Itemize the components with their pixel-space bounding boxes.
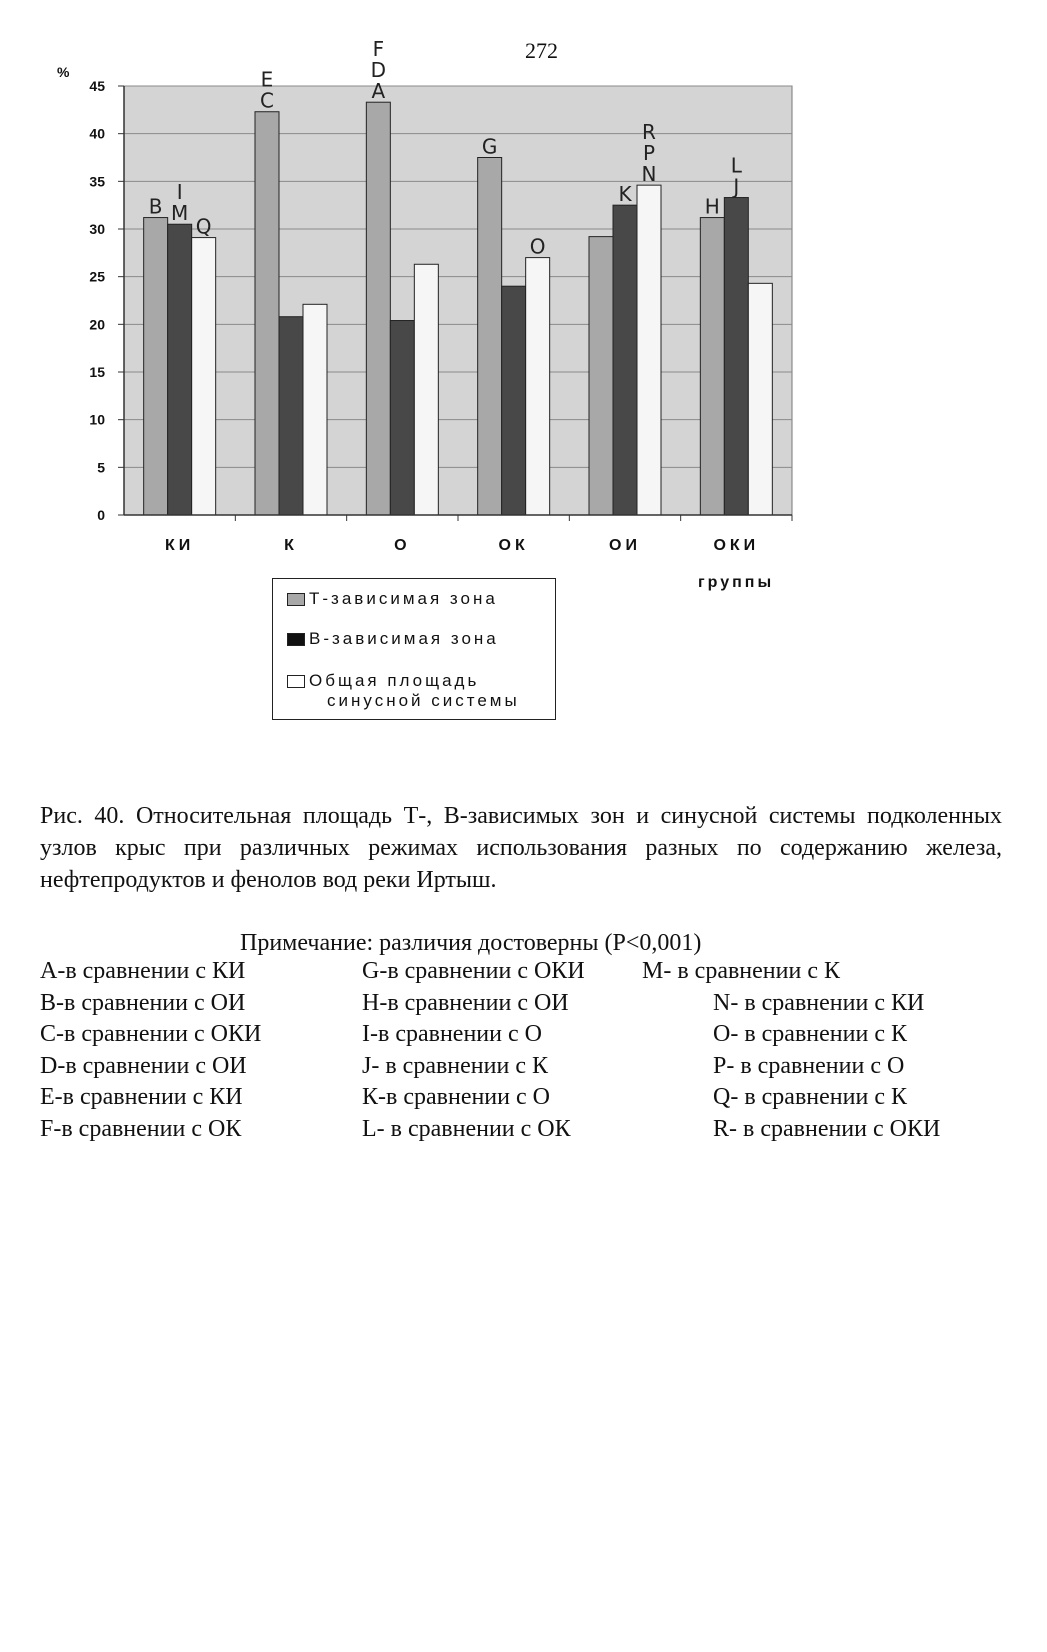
significance-letter: M: [171, 201, 189, 226]
significance-letter: B: [148, 194, 163, 219]
note-line: N- в сравнении с КИ: [713, 989, 925, 1016]
note-line: Н-в сравнении с ОИ: [362, 989, 569, 1016]
note-line: D-в сравнении с ОИ: [40, 1052, 247, 1079]
significance-letter: O: [529, 234, 546, 259]
legend-swatch-t-zone: [287, 593, 305, 606]
legend-label: [309, 671, 520, 711]
bar: [144, 218, 168, 515]
note-line: С-в сравнении с ОКИ: [40, 1021, 262, 1047]
bar: [255, 112, 279, 515]
significance-letter: E: [260, 67, 274, 92]
y-tick-label: 15: [89, 364, 105, 380]
legend-swatch-b-zone: [287, 633, 305, 646]
legend-label-line2: синусной системы: [327, 691, 520, 710]
bar: [637, 185, 661, 515]
legend-item-t-zone: [287, 589, 498, 609]
legend-swatch-sinus-system: [287, 675, 305, 688]
bar: [700, 218, 724, 515]
note-line: Р- в сравнении с О: [713, 1052, 905, 1079]
page-number: 272: [525, 38, 558, 63]
x-axis-title: группы: [698, 574, 775, 591]
y-tick-label: 0: [97, 507, 105, 523]
note-line: R- в сравнении с ОКИ: [713, 1115, 941, 1142]
bar-chart: [0, 0, 1047, 560]
bar: [526, 258, 550, 515]
note-line: F-в сравнении с ОК: [40, 1115, 242, 1142]
significance-letter: F: [372, 37, 385, 62]
note-line: В-в сравнении с ОИ: [40, 989, 246, 1016]
note-line: Е-в сравнении с КИ: [40, 1084, 243, 1110]
bar: [192, 238, 216, 515]
y-tick-label: 25: [89, 268, 105, 285]
x-tick-label: ОК: [498, 537, 529, 554]
legend-label-line1: Общая площадь: [309, 671, 480, 690]
significance-letter: I: [176, 180, 183, 205]
bar: [724, 198, 748, 515]
x-tick-label: ОКИ: [713, 537, 760, 554]
y-tick-label: 20: [89, 316, 105, 333]
y-tick-label: 10: [89, 411, 105, 428]
bar: [589, 237, 613, 515]
x-tick-label: К: [284, 537, 298, 554]
note-line: Q- в сравнении с К: [713, 1084, 907, 1110]
y-tick-label: 5: [97, 459, 105, 476]
significance-letter: N: [641, 162, 657, 187]
bar: [414, 264, 438, 515]
note-line: А-в сравнении с КИ: [40, 958, 246, 984]
note-line: М- в сравнении с К: [642, 958, 840, 984]
y-axis-unit: %: [57, 64, 70, 80]
bar: [748, 283, 772, 515]
x-tick-label: О: [394, 537, 411, 554]
plot-area: [124, 86, 792, 515]
legend-label: В-зависимая зона: [309, 629, 499, 648]
bar: [168, 224, 192, 515]
note-line: О- в сравнении с К: [713, 1021, 907, 1047]
legend-item-sinus-system: [287, 671, 520, 711]
note-line: К-в сравнении с О: [362, 1084, 550, 1110]
significance-letter: Q: [195, 214, 212, 239]
note-title: Примечание: различия достоверны (Р<0,001): [240, 930, 702, 956]
note-line: I-в сравнении с О: [362, 1021, 542, 1047]
legend-item-b-zone: [287, 629, 499, 649]
y-tick-label: 35: [89, 173, 105, 190]
bar: [502, 286, 526, 515]
x-tick-label: ОИ: [609, 537, 641, 554]
note-line: J- в сравнении с К: [362, 1052, 548, 1079]
y-tick-label: 45: [89, 78, 105, 94]
y-tick-label: 30: [89, 221, 105, 237]
note-line: G-в сравнении с ОКИ: [362, 958, 585, 984]
significance-letter: L: [730, 153, 742, 178]
significance-letter: R: [642, 120, 656, 145]
bar: [478, 158, 502, 516]
x-tick-label: КИ: [165, 537, 195, 554]
significance-letter: G: [481, 134, 498, 159]
bar: [303, 304, 327, 515]
significance-letter: C: [260, 88, 274, 113]
bar: [613, 205, 637, 515]
significance-letter: D: [370, 58, 387, 83]
figure-caption: Рис. 40. Относительная площадь Т-, В-зависимых зон и синусной системы подколенных узлов крыс при различных режимах использования разных по содержанию железа, нефтепродуктов и фенолов вод реки Иртыш.: [40, 803, 1002, 893]
significance-letter: H: [704, 194, 720, 219]
significance-letter: P: [642, 141, 656, 166]
bar: [279, 317, 303, 515]
bar: [366, 102, 390, 515]
significance-letter: J: [733, 174, 740, 199]
chart-legend: [272, 578, 556, 720]
significance-letter: K: [618, 182, 632, 207]
bar: [390, 321, 414, 515]
significance-letter: A: [371, 79, 386, 104]
legend-label: Т-зависимая зона: [309, 589, 498, 608]
note-line: L- в сравнении с ОК: [362, 1115, 571, 1142]
y-tick-label: 40: [89, 125, 105, 142]
